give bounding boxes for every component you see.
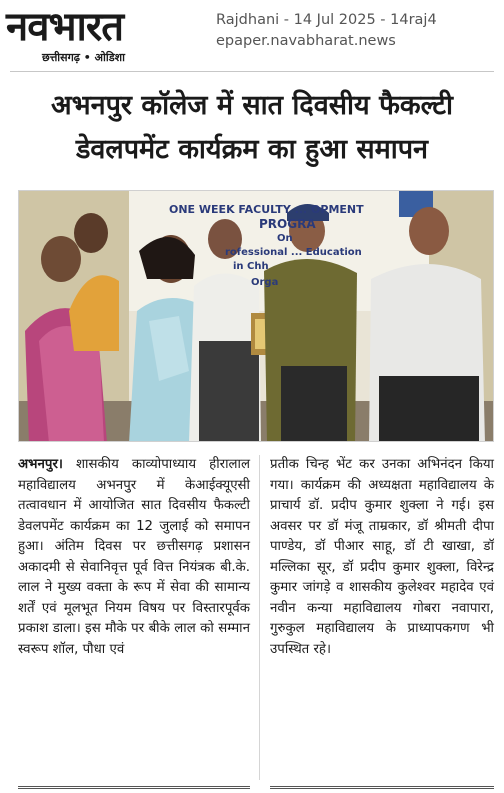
dateline: अभनपुर। bbox=[18, 457, 63, 472]
banner-line-6: Orga bbox=[251, 277, 279, 288]
masthead bbox=[0, 0, 504, 70]
headline-line-1: अभनपुर कॉलेज में सात दिवसीय फैकल्टी bbox=[51, 90, 453, 121]
edition-meta bbox=[216, 10, 437, 52]
masthead-divider bbox=[10, 71, 494, 72]
banner-line-4: rofessional ... Education bbox=[225, 247, 362, 258]
body-text-right: प्रतीक चिन्ह भेंट कर उनका अभिनंदन किया गया। कार्यक्रम की अध्यक्षता महाविद्यालय के प्राचार्य डॉ. प्रदीप कुमार शुक्ला ने गई। इस अवसर पर डॉ मंजू ताम्रकार, डॉ श्रीमती दीपा पाण्डेय, डॉ पीआर साहू, डॉ टी खाखा, डॉ मल्लिका सूर, डॉ प्रदीप कुमार शुक्ला, विरेन्द्र कुमार जांगड़े व शासकीय कुलेश्वर महादेव एवं नवीन कन्या महाविद्यालय गोबरा नवापारा, गुरुकुल महाविद्यालय के प्राध्यापकगण भी उपस्थित रहे। bbox=[270, 457, 494, 657]
edition-date-line: Rajdhani - 14 Jul 2025 - 14raj4 bbox=[216, 12, 437, 28]
headline-line-2: डेवलपमेंट कार्यक्रम का हुआ समापन bbox=[75, 134, 429, 165]
article-photo bbox=[18, 190, 494, 442]
bottom-rule-right bbox=[270, 786, 494, 789]
article-body-left-column bbox=[18, 455, 250, 660]
banner-line-3: On bbox=[277, 233, 293, 244]
article-headline bbox=[10, 84, 494, 172]
body-text-left: शासकीय काव्योपाध्याय हीरालाल महाविद्यालय अभनपुर में केआईक्यूएसी तत्वावधान में आयोजित सात दिवसीय फैकल्टी डेवलपमेंट कार्यक्रम का 12 जुलाई को समापन हुआ। अंतिम दिवस पर छत्तीसगढ़ प्रशासन अकादमी से सेवानिवृत्त पूर्व वित्त नियंत्रक बी.के. लाल ने मुख्य वक्ता के रूप में सेवा की सामान्य शर्तें एवं मूलभूत नियम विषय पर विस्तारपूर्वक प्रकाश डाला। इस मौके पर बीके लाल को सम्मान स्वरूप शॉल, पौधा एवं bbox=[18, 457, 250, 657]
photo-illustration bbox=[19, 191, 494, 442]
banner-line-1: ONE WEEK FACULTY ... OPMENT bbox=[169, 203, 364, 216]
article-body-right-column bbox=[270, 455, 494, 660]
bottom-rule-left bbox=[18, 786, 250, 789]
newspaper-logo bbox=[4, 4, 200, 66]
banner-line-2: PROGRA bbox=[259, 217, 316, 231]
banner-line-5: in Chh bbox=[233, 261, 269, 272]
column-divider bbox=[259, 455, 260, 780]
edition-url: epaper.navabharat.news bbox=[216, 33, 396, 49]
logo-title: नवभारत bbox=[6, 4, 124, 50]
logo-subtitle: छत्तीसगढ़ • ओडिशा bbox=[42, 51, 125, 64]
